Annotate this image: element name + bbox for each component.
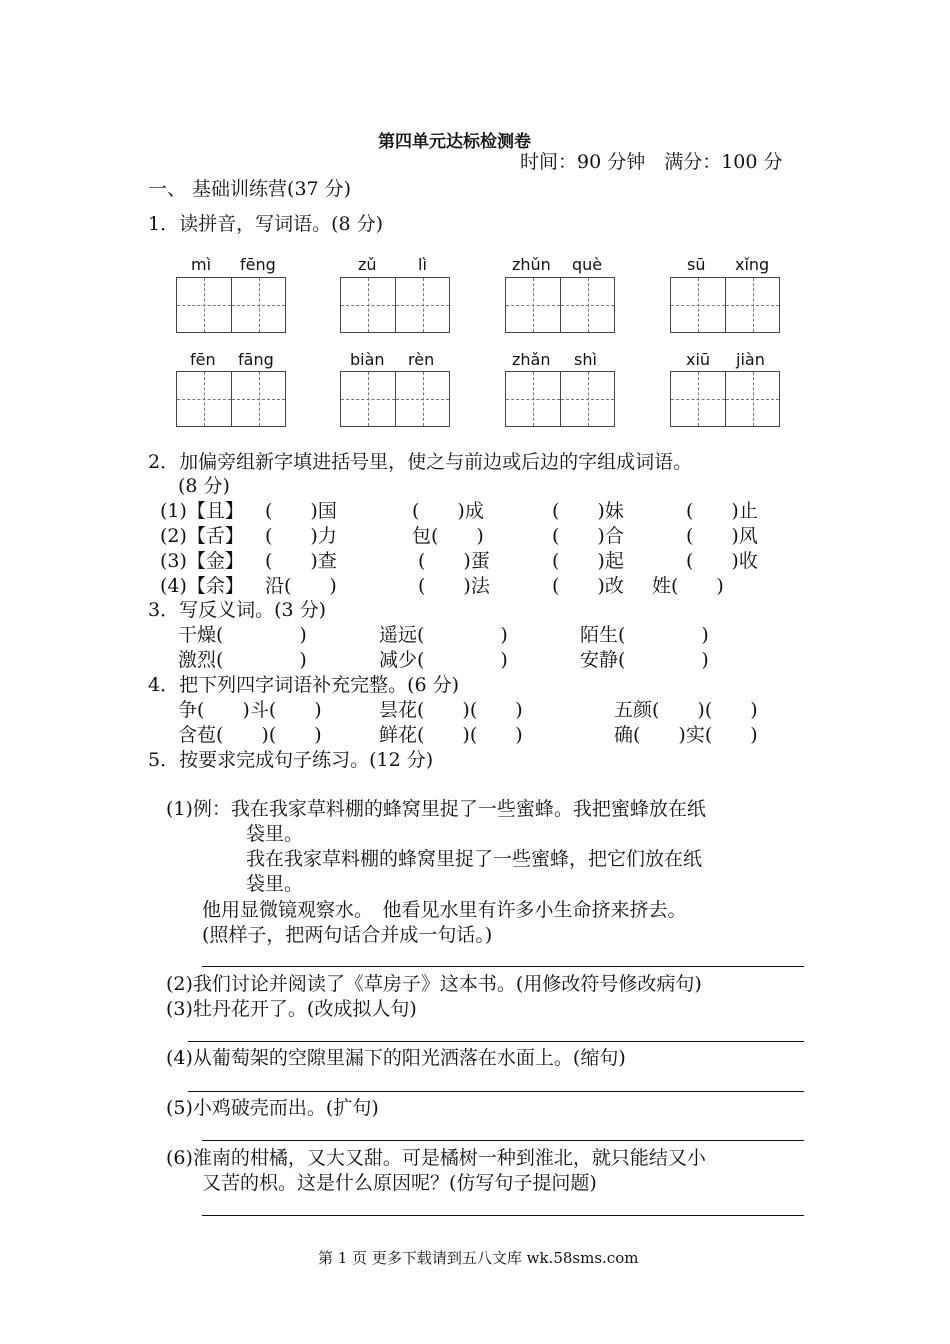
- answer-line[interactable]: [188, 1091, 804, 1092]
- answer-line[interactable]: [202, 1215, 804, 1216]
- pinyin: jiàn: [736, 350, 765, 369]
- q2-blank[interactable]: 沿( ): [265, 575, 337, 597]
- q3-blank[interactable]: 减少( ): [379, 649, 508, 671]
- pinyin: biàn: [350, 350, 385, 369]
- question-3-prompt: 3．写反义词。(3 分): [148, 599, 327, 621]
- q3-blank[interactable]: 遥远( ): [379, 624, 508, 646]
- pinyin: xǐng: [735, 255, 770, 274]
- q4-blank[interactable]: 含苞( )( ): [178, 724, 322, 746]
- task-sentence: 他用显微镜观察水。 他看见水里有许多小生命挤来挤去。: [202, 899, 687, 921]
- pinyin: què: [572, 255, 603, 274]
- writing-grid[interactable]: [176, 371, 286, 427]
- q3-blank[interactable]: 陌生( ): [580, 624, 709, 646]
- question-2-prompt: 2．加偏旁组新字填进括号里，使之与前边或后边的字组成词语。: [148, 451, 693, 473]
- q4-blank[interactable]: 争( )斗( ): [178, 699, 322, 721]
- sentence-5: (5)小鸡破壳而出。(扩句): [166, 1097, 379, 1119]
- q2-row-label: (1)【且】: [160, 500, 244, 522]
- q3-blank[interactable]: 激烈( ): [178, 649, 307, 671]
- sentence-2: (2)我们讨论并阅读了《草房子》这本书。(用修改符号修改病句): [166, 973, 702, 995]
- writing-grid[interactable]: [340, 277, 450, 333]
- example-line: 我在我家草料棚的蜂窝里捉了一些蜜蜂，把它们放在纸: [246, 848, 703, 870]
- writing-grid[interactable]: [670, 371, 780, 427]
- example-line: 袋里。: [246, 873, 304, 895]
- sentence-3: (3)牡丹花开了。(改成拟人句): [166, 998, 417, 1020]
- section-heading: 一、 基础训练营(37 分): [148, 178, 352, 200]
- time-info: 时间：90 分钟 满分：100 分: [520, 151, 783, 173]
- task-hint: (照样子，把两句话合并成一句话。): [202, 924, 493, 946]
- answer-line[interactable]: [202, 1140, 804, 1141]
- pinyin: sū: [687, 255, 706, 274]
- q2-blank[interactable]: 姓( ): [652, 575, 724, 597]
- answer-line[interactable]: [202, 966, 804, 967]
- q4-blank[interactable]: 五颜( )( ): [614, 699, 758, 721]
- q4-blank[interactable]: 昙花( )( ): [379, 699, 523, 721]
- q2-blank[interactable]: ( )法: [418, 575, 490, 597]
- answer-line[interactable]: [188, 1041, 804, 1042]
- q2-blank[interactable]: ( )改: [552, 575, 624, 597]
- q3-blank[interactable]: 安静( ): [580, 649, 709, 671]
- q3-blank[interactable]: 干燥( ): [178, 624, 307, 646]
- q2-blank[interactable]: ( )查: [265, 550, 337, 572]
- q4-blank[interactable]: 确( )实( ): [614, 724, 758, 746]
- question-5-prompt: 5．按要求完成句子练习。(12 分): [148, 749, 434, 771]
- q2-blank[interactable]: ( )止: [686, 500, 758, 522]
- sentence-6-line1: (6)淮南的柑橘，又大又甜。可是橘树一种到淮北，就只能结又小: [166, 1147, 706, 1169]
- writing-grid[interactable]: [176, 277, 286, 333]
- q2-blank[interactable]: ( )妹: [552, 500, 624, 522]
- pinyin: xiū: [686, 350, 711, 369]
- page-footer: 第 1 页 更多下载请到五八文库 wk.58sms.com: [318, 1249, 639, 1267]
- page-title: 第四单元达标检测卷: [378, 132, 531, 152]
- question-1-prompt: 1．读拼音，写词语。(8 分): [148, 213, 384, 235]
- q4-blank[interactable]: 鲜花( )( ): [379, 724, 523, 746]
- q2-blank[interactable]: ( )国: [265, 500, 337, 522]
- writing-grid[interactable]: [670, 277, 780, 333]
- pinyin: fēn: [190, 350, 216, 369]
- q2-blank[interactable]: ( )收: [686, 550, 758, 572]
- pinyin: fēng: [240, 255, 276, 274]
- q2-row-label: (4)【余】: [160, 575, 244, 597]
- q2-blank[interactable]: ( )成: [412, 500, 484, 522]
- q2-blank[interactable]: 包( ): [412, 525, 484, 547]
- question-4-prompt: 4．把下列四字词语补充完整。(6 分): [148, 674, 460, 696]
- q2-row-label: (3)【金】: [160, 550, 244, 572]
- q2-row-label: (2)【舌】: [160, 525, 244, 547]
- sentence-6-line2: 又苦的枳。这是什么原因呢？(仿写句子提问题): [202, 1172, 597, 1194]
- example-line: 袋里。: [246, 823, 304, 845]
- writing-grid[interactable]: [340, 371, 450, 427]
- writing-grid[interactable]: [505, 277, 615, 333]
- example-line: (1)例：我在我家草料棚的蜂窝里捉了一些蜜蜂。我把蜜蜂放在纸: [166, 798, 706, 820]
- pinyin: shì: [574, 350, 597, 369]
- q2-blank[interactable]: ( )风: [686, 525, 758, 547]
- pinyin: zhǎn: [512, 350, 551, 369]
- pinyin: rèn: [408, 350, 435, 369]
- pinyin: fāng: [238, 350, 274, 369]
- pinyin: lì: [418, 255, 427, 274]
- q2-blank[interactable]: ( )蛋: [418, 550, 490, 572]
- writing-grid[interactable]: [505, 371, 615, 427]
- q2-blank[interactable]: ( )力: [265, 525, 337, 547]
- q2-blank[interactable]: ( )合: [552, 525, 624, 547]
- pinyin: zhǔn: [512, 255, 551, 274]
- pinyin: zǔ: [358, 255, 377, 274]
- sentence-4: (4)从葡萄架的空隙里漏下的阳光洒落在水面上。(缩句): [166, 1047, 626, 1069]
- pinyin: mì: [191, 255, 212, 274]
- question-2-score: (8 分): [178, 475, 230, 497]
- q2-blank[interactable]: ( )起: [552, 550, 624, 572]
